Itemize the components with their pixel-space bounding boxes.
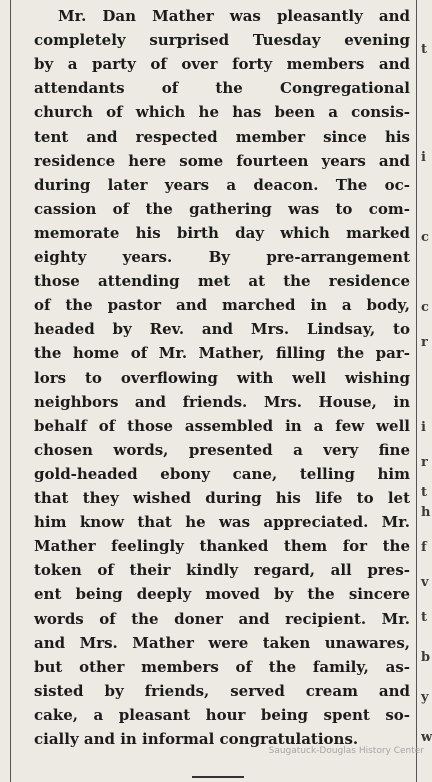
article-line: chosen words, presented a very fine	[34, 440, 410, 459]
article-line: but other members of the family, as-	[34, 657, 410, 676]
article-line: eighty years. By pre-arrangement	[34, 248, 410, 266]
margin-fragment: f	[421, 540, 427, 555]
article-line: cassion of the gathering was to com-	[34, 199, 410, 218]
margin-fragment: r	[421, 335, 428, 350]
margin-fragment: w	[421, 730, 432, 745]
adjacent-column-fragments	[420, 0, 432, 782]
article-line: Mather feelingly thanked them for the	[34, 537, 410, 556]
article-line: neighbors and friends. Mrs. House, in	[34, 392, 410, 411]
margin-fragment: y	[421, 690, 429, 705]
margin-fragment: v	[421, 575, 429, 590]
article-line: behalf of those assembled in a few well	[34, 416, 410, 435]
margin-fragment: t	[421, 610, 428, 625]
article-line: completely surprised Tuesday evening	[34, 31, 410, 50]
margin-fragment: h	[421, 505, 431, 520]
watermark: Saugatuck-Douglas History Center	[268, 746, 424, 756]
article-line: tent and respected member since his	[34, 127, 410, 146]
margin-fragment: c	[421, 300, 429, 315]
article-line: ent being deeply moved by the sincere	[34, 585, 410, 604]
article-line: and Mrs. Mather were taken unawares,	[34, 633, 410, 652]
article-line: him know that he was appreciated. Mr.	[34, 513, 410, 532]
article-line: token of their kindly regard, all pres-	[34, 561, 410, 580]
article-line: by a party of over forty members and	[34, 55, 410, 74]
article-line: words of the doner and recipient. Mr.	[34, 609, 410, 628]
margin-fragment: r	[421, 455, 428, 470]
margin-fragment: t	[421, 485, 428, 500]
margin-fragment: b	[421, 650, 431, 665]
article-line: lors to overflowing with well wishing	[34, 368, 410, 387]
article-line: during later years a deacon. The oc-	[34, 175, 410, 194]
margin-fragment: t	[421, 42, 428, 57]
article-line: attendants of the Congregational	[34, 79, 410, 98]
bottom-rule	[192, 776, 244, 778]
article-line: memorate his birth day which marked	[34, 223, 410, 242]
article-line: church of which he has been a consis-	[34, 103, 410, 122]
article-line: of the pastor and marched in a body,	[34, 296, 410, 315]
article-line: cially and in informal congratulations.	[34, 730, 359, 748]
article-line: Mr. Dan Mather was pleasantly and	[58, 7, 410, 25]
article-line: residence here some fourteen years and	[34, 151, 410, 170]
margin-fragment: i	[421, 150, 426, 165]
article-line: sisted by friends, served cream and	[34, 681, 410, 700]
margin-fragment: c	[421, 230, 429, 245]
article-line: gold-headed ebony cane, telling him	[34, 464, 410, 483]
article-line: the home of Mr. Mather, filling the par-	[34, 344, 410, 363]
article-line: those attending met at the residence	[34, 272, 410, 291]
margin-fragment: i	[421, 420, 426, 435]
article-line: headed by Rev. and Mrs. Lindsay, to	[34, 320, 410, 339]
article-line: that they wished during his life to let	[34, 489, 410, 507]
article-line: cake, a pleasant hour being spent so-	[34, 705, 410, 724]
